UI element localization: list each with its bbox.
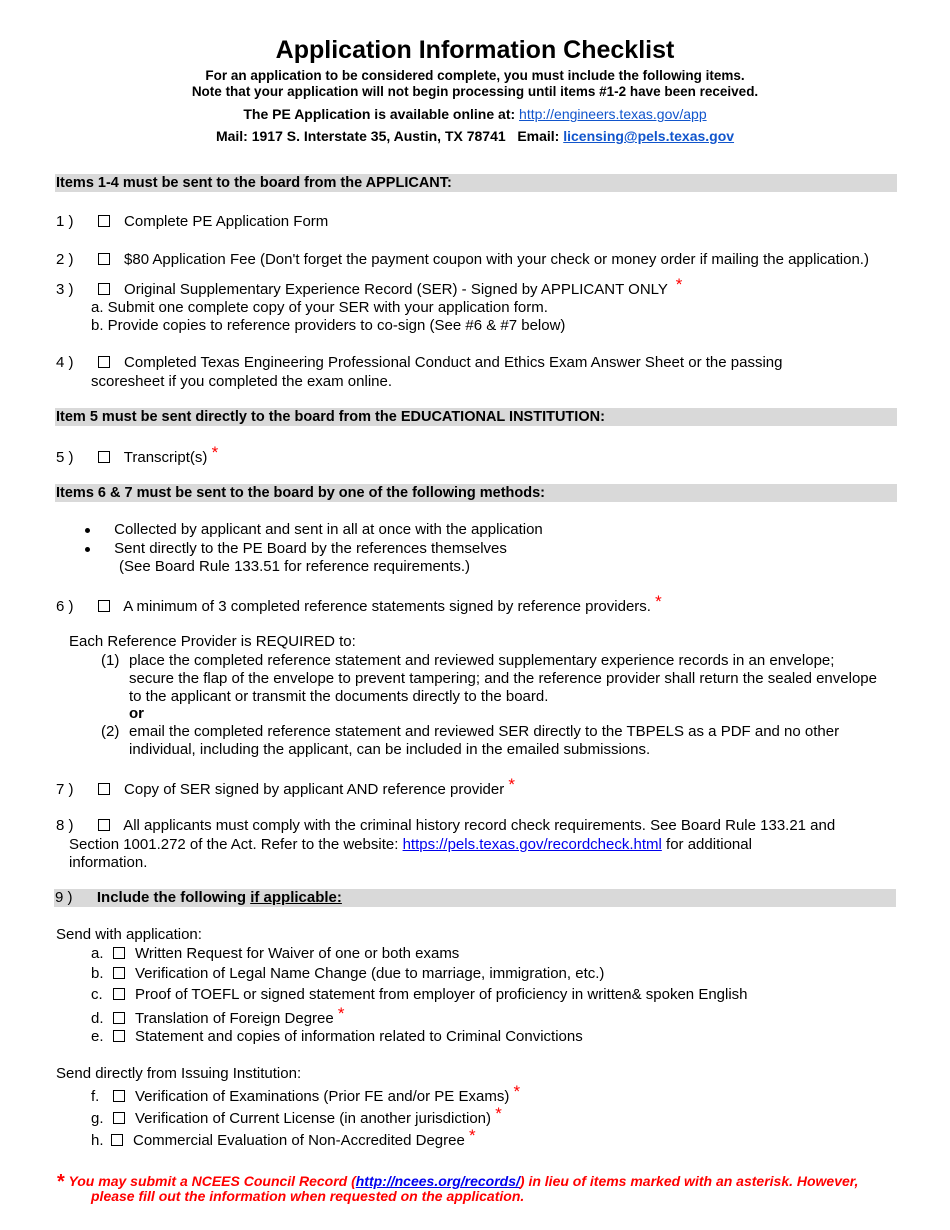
item-3a: a. Submit one complete copy of your SER with your application form. <box>91 299 548 316</box>
checkbox[interactable] <box>98 819 110 831</box>
item-text: for additional <box>666 836 752 853</box>
asterisk-icon: * <box>675 275 683 294</box>
item-label: Statement and copies of information related to Criminal Convictions <box>135 1028 583 1045</box>
heading-text-underlined: if applicable: <box>250 889 342 906</box>
bullet-icon <box>85 547 90 552</box>
item-8-cont <box>69 836 752 853</box>
or-separator: or <box>129 705 144 722</box>
item-letter: b. <box>91 965 104 982</box>
footnote-text: ) in lieu of items marked with an asterisk. However, <box>519 1173 859 1189</box>
asterisk-icon: * <box>469 1126 476 1145</box>
item-8 <box>56 817 835 834</box>
ncees-link[interactable]: http://ncees.org/records/ <box>355 1173 520 1189</box>
item-number: 3 ) <box>56 281 74 298</box>
footnote-line2: please fill out the information when requested on the application. <box>91 1188 525 1204</box>
item-number: 6 ) <box>56 598 74 615</box>
section-methods-heading: Items 6 & 7 must be sent to the board by one of the following methods: <box>55 484 897 502</box>
item-number: 4 ) <box>56 354 74 371</box>
asterisk-icon: * <box>211 443 219 462</box>
optional-item-d <box>91 1004 345 1028</box>
item-7 <box>56 775 516 799</box>
checkbox[interactable] <box>98 283 110 295</box>
item-3 <box>56 275 683 299</box>
item-label: $80 Application Fee (Don't forget the payment coupon with your check or money order if mailing the application.) <box>124 251 869 268</box>
item-letter: c. <box>91 986 103 1003</box>
item-8-cont2: information. <box>69 854 148 871</box>
checkbox[interactable] <box>111 1134 123 1146</box>
checkbox[interactable] <box>98 253 110 265</box>
item-label: Verification of Current License (in another jurisdiction) <box>135 1110 492 1127</box>
item-label: Transcript(s) <box>123 449 208 466</box>
item-number: 9 ) <box>55 889 73 906</box>
item-letter: e. <box>91 1028 104 1045</box>
heading-text: Include the following <box>96 889 247 906</box>
checkbox[interactable] <box>113 967 125 979</box>
requirement-1-line1: place the completed reference statement and reviewed supplementary experience records in an envelope; <box>129 652 835 669</box>
optional-item-f <box>91 1082 521 1106</box>
item-label: Translation of Foreign Degree <box>135 1010 334 1027</box>
item-label: Original Supplementary Experience Record (SER) - Signed by APPLICANT ONLY <box>124 281 668 298</box>
item-label: Proof of TOEFL or signed statement from employer of proficiency in written& spoken English <box>135 986 748 1003</box>
item-letter: g. <box>91 1110 104 1127</box>
item-number: 7 ) <box>56 781 74 798</box>
item-4 <box>56 354 782 371</box>
online-line <box>0 106 950 122</box>
item-6 <box>56 592 662 616</box>
page-title: Application Information Checklist <box>275 36 675 64</box>
requirement-2-line2: individual, including the applicant, can be included in the emailed submissions. <box>129 741 651 758</box>
optional-item-h <box>91 1126 476 1150</box>
item-label: Verification of Legal Name Change (due to marriage, immigration, etc.) <box>135 965 605 982</box>
send-with-application-label: Send with application: <box>56 926 202 943</box>
item-number: 1 ) <box>56 213 74 230</box>
bullet-text: Collected by applicant and sent in all at once with the application <box>114 521 543 538</box>
asterisk-icon: * <box>57 1171 65 1193</box>
asterisk-icon: * <box>337 1004 345 1023</box>
bullet-note: (See Board Rule 133.51 for reference requirements.) <box>119 558 471 575</box>
requirement-1-line3: to the applicant or transmit the documents directly to the board. <box>129 688 549 705</box>
item-label: Complete PE Application Form <box>124 213 329 230</box>
item-number: 5 ) <box>56 449 74 466</box>
bullet-collected <box>85 521 543 538</box>
reference-requirements-heading: Each Reference Provider is REQUIRED to: <box>69 633 356 650</box>
optional-item-e <box>91 1028 583 1045</box>
checkbox[interactable] <box>113 1090 125 1102</box>
subtitle-processing: Note that your application will not begin processing until items #1-2 have been received. <box>191 84 759 99</box>
checkbox[interactable] <box>98 451 110 463</box>
checkbox[interactable] <box>113 1012 125 1024</box>
asterisk-icon: * <box>508 775 516 794</box>
item-3b: b. Provide copies to reference providers to co-sign (See #6 & #7 below) <box>91 317 566 334</box>
item-label: Commercial Evaluation of Non-Accredited Degree <box>133 1132 465 1149</box>
optional-item-c <box>91 986 748 1003</box>
item-label: Verification of Examinations (Prior FE and/or PE Exams) <box>135 1088 510 1105</box>
item-label: A minimum of 3 completed reference statements signed by reference providers. <box>123 598 651 615</box>
item-text: Section 1001.272 of the Act. Refer to the website: <box>69 836 399 853</box>
checkbox[interactable] <box>98 600 110 612</box>
application-link[interactable]: http://engineers.texas.gov/app <box>519 106 707 122</box>
checkbox[interactable] <box>98 783 110 795</box>
requirement-2-number: (2) <box>101 723 120 740</box>
email-link[interactable]: licensing@pels.texas.gov <box>563 128 735 144</box>
item-4-cont: scoresheet if you completed the exam online. <box>91 373 393 390</box>
item-label: All applicants must comply with the criminal history record check requirements. See Board Rule 133.21 and <box>123 817 836 834</box>
checkbox[interactable] <box>98 215 110 227</box>
record-check-link[interactable]: https://pels.texas.gov/recordcheck.html <box>402 836 662 853</box>
asterisk-icon: * <box>495 1104 502 1123</box>
send-directly-label: Send directly from Issuing Institution: <box>56 1065 302 1082</box>
checkbox[interactable] <box>113 1112 125 1124</box>
item-1 <box>56 213 328 230</box>
item-2 <box>56 251 869 268</box>
checkbox[interactable] <box>113 947 125 959</box>
email-label: Email: <box>517 128 560 144</box>
optional-item-a <box>91 945 459 962</box>
item-label: Written Request for Waiver of one or both exams <box>135 945 460 962</box>
mail-line <box>0 128 950 144</box>
checkbox[interactable] <box>98 356 110 368</box>
optional-item-b <box>91 965 604 982</box>
mail-address: Mail: 1917 S. Interstate 35, Austin, TX 78741 <box>215 128 506 144</box>
item-5 <box>56 443 219 467</box>
item-number: 8 ) <box>56 817 74 834</box>
asterisk-icon: * <box>513 1082 521 1101</box>
checkbox[interactable] <box>113 1030 125 1042</box>
item-label: Copy of SER signed by applicant AND reference provider <box>124 781 505 798</box>
item-label: Completed Texas Engineering Professional Conduct and Ethics Exam Answer Sheet or the passing <box>124 354 783 371</box>
subtitle-complete: For an application to be considered complete, you must include the following items. <box>205 68 745 83</box>
requirement-1-line2: secure the flap of the envelope to prevent tampering; and the reference provider shall return the sealed envelope <box>129 670 877 687</box>
section-applicant-heading: Items 1-4 must be sent to the board from the APPLICANT: <box>55 174 897 192</box>
optional-item-g <box>91 1104 502 1128</box>
requirement-2-line1: email the completed reference statement and reviewed SER directly to the TBPELS as a PDF and no other <box>129 723 840 740</box>
checkbox[interactable] <box>113 988 125 1000</box>
item-number: 2 ) <box>56 251 74 268</box>
item-letter: d. <box>91 1010 104 1027</box>
item-letter: f. <box>91 1088 100 1105</box>
bullet-text: Sent directly to the PE Board by the references themselves <box>114 540 507 557</box>
asterisk-icon: * <box>655 592 662 611</box>
item-letter: h. <box>91 1132 104 1149</box>
bullet-icon <box>85 528 90 533</box>
item-letter: a. <box>91 945 104 962</box>
footnote-text: You may submit a NCEES Council Record ( <box>68 1173 356 1189</box>
section-education-heading: Item 5 must be sent directly to the board from the EDUCATIONAL INSTITUTION: <box>55 408 897 426</box>
online-label: The PE Application is available online at: <box>243 106 516 122</box>
requirement-1-number: (1) <box>101 652 120 669</box>
bullet-direct <box>85 540 507 557</box>
section-if-applicable-heading <box>54 889 896 907</box>
